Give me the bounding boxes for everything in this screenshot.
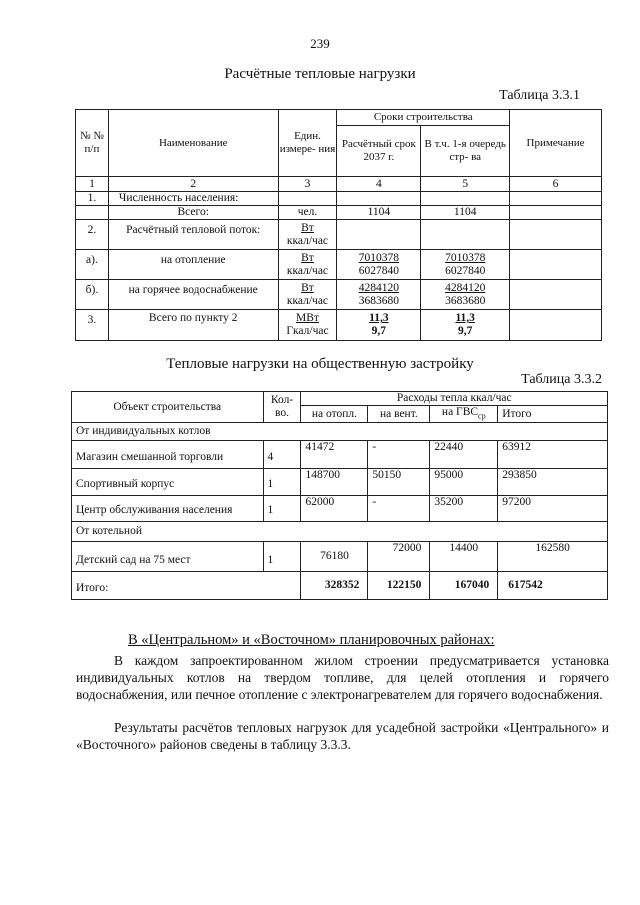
value-first-queue: 4284120 3683680 [421,280,510,310]
row-name: Численность населения: [108,192,278,206]
total-hot-water: 167040 [430,572,498,600]
value-ventilation: 50150 [368,469,430,496]
value-2037: 11,3 9,7 [337,310,421,341]
object-qty: 1 [263,496,301,522]
value-total: 63912 [498,441,608,469]
col-number: 6 [510,177,602,192]
value-ventilation: - [368,496,430,522]
row-num: а). [76,250,109,280]
row-unit: Вт ккал/час [278,280,337,310]
row-unit: Вт ккал/час [278,220,337,250]
object-name: Спортивный корпус [72,469,264,496]
row-unit: Вт ккал/час [278,250,337,280]
total-label: Итого: [72,572,301,600]
header-num: № № п/п [76,110,109,177]
value-2037: 1104 [337,206,421,220]
row-name: на отопление [108,250,278,280]
table2-title: Тепловые нагрузки на общественную застройку [166,356,474,372]
header-ventilation: на вент. [368,406,430,423]
col-number: 4 [337,177,421,192]
col-number: 2 [108,177,278,192]
value-total: 293850 [498,469,608,496]
row-num: б). [76,280,109,310]
value-heating: 148700 [301,469,368,496]
value-first-queue: 7010378 6027840 [421,250,510,280]
paragraph-individual-boilers: В каждом запроектированном жилом строении предусматривается установка индивидуальных котлов на твердом топливе, для целей отопления и горячего водоснабжения, или печное отопление с электронагревателем для горячего водоснабжения. [76,653,609,702]
value-2037: 4284120 3683680 [337,280,421,310]
heat-loads-table [75,109,602,341]
value-first-queue: 11,3 9,7 [421,310,510,341]
col-number: 5 [421,177,510,192]
header-2037: Расчётный срок 2037 г. [337,126,421,177]
header-construction-period: Сроки строительства [337,110,510,126]
header-total: Итого [498,406,608,423]
row-unit: МВт Гкал/час [278,310,337,341]
header-hot-water: на $ГВС_{ср}$ [430,406,498,423]
object-name: Детский сад на 75 мест [72,542,264,572]
value-first-queue: 1104 [421,206,510,220]
row-num: 3. [76,310,109,341]
value-ventilation: - [368,441,430,469]
object-qty: 1 [263,469,301,496]
value-heating: 41472 [301,441,368,469]
section-individual-boilers: От индивидуальных котлов [72,423,608,441]
table2-caption: Таблица 3.3.2 [521,372,602,387]
header-unit: Един. измере- ния [278,110,337,177]
section-heading: В «Центральном» и «Восточном» планировочных районах: [128,632,495,648]
header-object: Объект строительства [72,392,264,423]
row-name: на горячее водоснабжение [108,280,278,310]
section-boiler-house: От котельной [72,522,608,542]
row-num: 2. [76,220,109,250]
table1-title: Расчётные тепловые нагрузки [224,66,416,82]
public-buildings-table [71,391,608,600]
value-hot-water: 95000 [430,469,498,496]
col-number: 1 [76,177,109,192]
page-number: 239 [310,36,330,51]
value-2037: 7010378 6027840 [337,250,421,280]
value-heating: 62000 [301,496,368,522]
object-name: Магазин смешанной торговли [72,441,264,469]
row-name: Расчётный тепловой поток: [108,220,278,250]
total-heating: 328352 [301,572,368,600]
total-sum: 617542 [498,572,608,600]
value-hot-water: 35200 [430,496,498,522]
value-hot-water: 14400 [430,542,498,572]
object-qty: 4 [263,441,301,469]
value-ventilation: 72000 [368,542,430,572]
row-name: Всего: [108,206,278,220]
value-total: 162580 [498,542,608,572]
table1-caption: Таблица 3.3.1 [499,88,580,103]
paragraph-results: Результаты расчётов тепловых нагрузок для усадебной застройки «Центрального» и «Восточного» районов сведены в таблицу 3.3.3. [76,720,609,752]
value-heating: 76180 [301,542,368,572]
row-name: Всего по пункту 2 [108,310,278,341]
object-name: Центр обслуживания населения [72,496,264,522]
row-unit: чел. [278,206,337,220]
header-name: Наименование [108,110,278,177]
header-heat-consumption: Расходы тепла ккал/час [301,392,608,406]
value-hot-water: 22440 [430,441,498,469]
col-number: 3 [278,177,337,192]
header-heating: на отопл. [301,406,368,423]
object-qty: 1 [263,542,301,572]
header-note: Примечание [510,110,602,177]
row-num: 1. [76,192,109,206]
total-ventilation: 122150 [368,572,430,600]
header-first-queue: В т.ч. 1-я очередь стр- ва [421,126,510,177]
value-total: 97200 [498,496,608,522]
header-qty: Кол- во. [263,392,301,423]
